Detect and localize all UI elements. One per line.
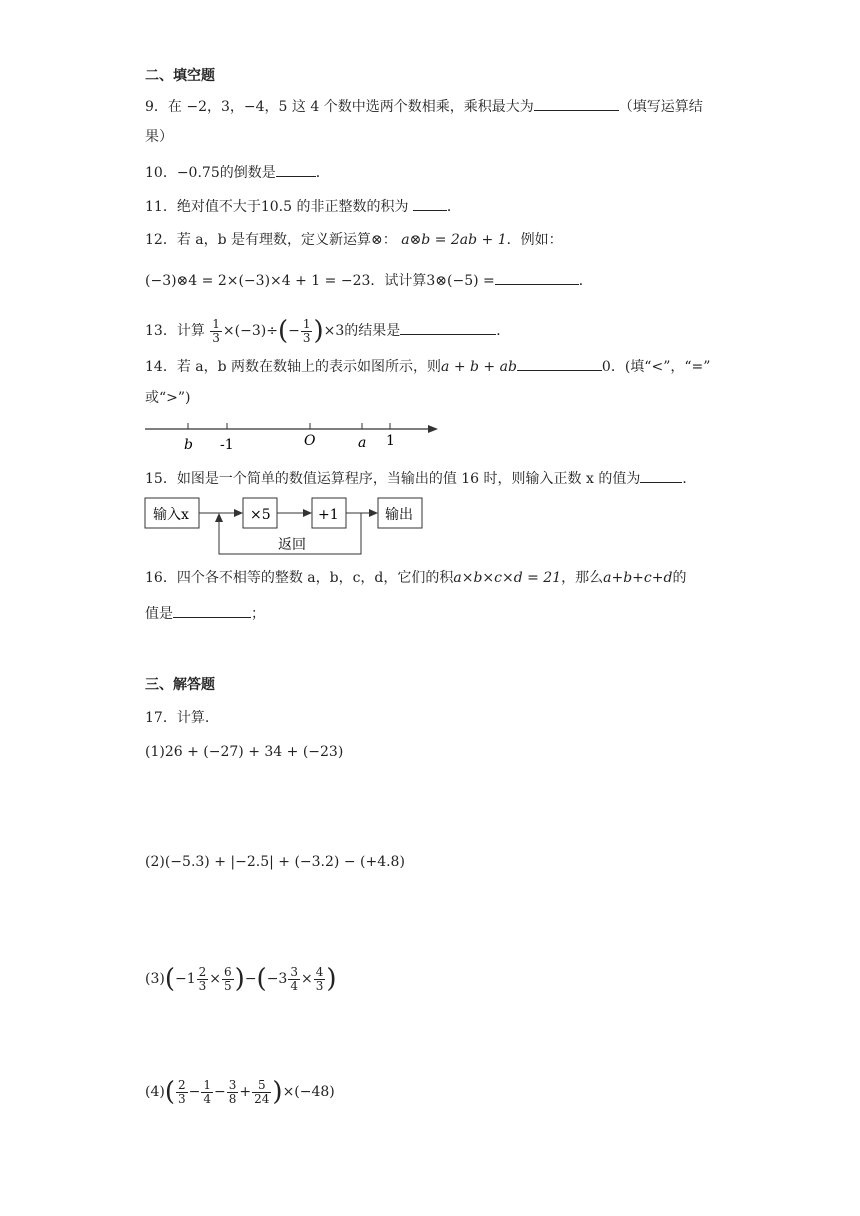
p4-fraction-2: $\frac{1}{4}$ [203,1077,212,1106]
q16-answer-blank[interactable] [173,603,251,618]
q11-text2: 的非正整数的积为 [292,199,409,215]
flow-add-label: +1 [318,507,339,523]
flowchart-figure [140,494,430,558]
p3-fraction-4: $\frac{4}{3}$ [315,964,324,993]
p3-minus: − [244,971,257,987]
q16-mid: ，那么 [561,570,604,586]
question-11 [145,196,461,217]
arrow-icon [215,513,223,522]
arrow-icon [369,509,378,517]
q10-text: 的倒数是 [219,165,276,181]
p3-times2: × [300,971,313,987]
q13-end: ． [496,323,511,339]
p4-fraction-1: $\frac{2}{3}$ [178,1077,186,1106]
p4-plus: + [239,1084,252,1100]
p3-whole2: −3 [266,971,288,987]
flow-back-label: 返回 [278,537,306,553]
flow-multiply-label: ×5 [250,507,271,523]
q14-answer-blank[interactable] [517,356,602,371]
q11-answer-blank[interactable] [413,196,447,211]
question-16 [145,568,686,588]
q12-definition: a⊗b = 2ab + 1 [401,232,507,248]
q12-mid: ．试计算 [370,273,427,289]
question-16-line2 [145,603,265,624]
q9-line2: 果） [145,129,173,145]
label-a: a [358,435,367,451]
flow-input-label: 输入x [153,507,189,523]
p3-fraction-1: $\frac{2}{3}$ [198,964,207,993]
q12-end1: ．例如： [506,232,563,248]
question-12 [145,230,563,250]
q12-answer-blank[interactable] [495,270,579,285]
label-neg1: -1 [220,437,234,453]
question-14 [145,356,710,377]
q15-text: 15．如图是一个简单的数值运算程序，当输出的值 16 时，则输入正数 x 的值为 [145,471,641,487]
q12-number: 12．若 [145,232,196,248]
number-line-figure [140,412,445,454]
q10-value: −0.75 [176,165,220,181]
p3-times1: × [209,971,222,987]
q15-end: ． [682,471,697,487]
p4-minus1: − [188,1084,201,1100]
q16-end1: 的 [672,570,687,586]
q12-end2: ． [578,273,593,289]
problem-17-4: (4)( $\frac{2}{3}$ − $\frac{1}{4}$ − $\frac{3}{8}$ + $\frac{5}{24}$ )×(−48) [145,1077,335,1107]
q13-fraction-2: $\frac{1}{3}$ [302,316,311,345]
q16-text: 16．四个各不相等的整数 a，b，c，d，它们的积 [145,570,454,586]
question-12-line2 [145,270,593,291]
problem-17-3: (3)(−1 $\frac{2}{3}$ × $\frac{6}{5}$ )−(−3 $\frac{3}{4}$ × $\frac{4}{3}$ ) [145,964,337,994]
p4-label: (4) [145,1084,165,1100]
question-13: 13．计算 $\frac{1}{3}$ ×(−3)÷(− $\frac{1}{3}$ )×3的结果是 ． [145,316,511,346]
p3-fraction-3: $\frac{3}{4}$ [290,964,298,993]
q10-end: ． [315,165,330,181]
p4-minus2: − [214,1084,226,1100]
p4-tail: ×(−48) [282,1084,335,1100]
label-one: 1 [386,433,395,449]
q14-zero: 0 [601,359,611,375]
q10-number: 10． [145,165,177,181]
q16-expression2: a+b+c+d [603,570,673,586]
q9-answer-blank[interactable] [534,96,619,111]
q14-expression: a + b + ab [441,359,517,375]
q16-line2-text: 值是 [145,606,173,622]
arrow-icon [234,509,243,517]
question-15 [145,468,696,489]
q9-text-end: （填写运算结 [618,99,703,115]
q13-neg-sign: − [288,323,300,339]
q12-text: a，b 是有理数，定义新运算⊗： [195,232,397,248]
q13-answer-blank[interactable] [400,320,496,335]
p4-fraction-4: $\frac{5}{24}$ [254,1077,270,1106]
q11-value: 10.5 [260,199,292,215]
q14-text-end: ．(填“<”，“=” [610,359,711,375]
p4-fraction-3: $\frac{3}{8}$ [228,1077,237,1106]
question-10 [145,162,330,183]
q11-end: ． [446,199,461,215]
p3-label: (3) [145,971,165,987]
p3-whole1: −1 [175,971,196,987]
problem-17-2 [145,852,405,872]
q11-text: 11．绝对值不大于 [145,199,261,215]
label-b: b [184,437,193,453]
q10-answer-blank[interactable] [276,162,316,177]
q12-example: (−3)⊗4 = 2×(−3)×4 + 1 = −23 [145,273,371,289]
section-title-solve: 三、解答题 [145,677,215,693]
q13-part1: ×(−3)÷ [222,323,278,339]
flow-output-label: 输出 [385,507,413,523]
q13-number: 13．计算 [145,323,205,339]
p3-fraction-2: $\frac{6}{5}$ [224,964,232,993]
q16-expression1: a×b×c×d = 21 [453,570,562,586]
q14-line2: 或“>”) [145,390,191,406]
q13-fraction-1: $\frac{1}{3}$ [212,316,220,345]
q15-answer-blank[interactable] [640,468,682,483]
label-origin: O [304,433,316,449]
arrow-icon [303,509,312,517]
question-9 [145,96,703,117]
problem-17-1 [145,742,343,762]
p1-label: (1) [145,744,165,760]
q13-part2: ×3 [323,323,345,339]
p2-expression: (−5.3) + |−2.5| + (−3.2) − (+4.8) [164,854,405,870]
q16-end2: ； [251,606,265,622]
section-title-fill-blank: 二、填空题 [145,68,215,84]
q9-text: 9．在 −2，3，−4，5 这 4 个数中选两个数相乘，乘积最大为 [145,99,534,115]
q13-text: 的结果是 [344,323,401,339]
q14-text: 14．若 a，b 两数在数轴上的表示如图所示，则 [145,359,442,375]
p2-label: (2) [145,854,165,870]
q12-expression: 3⊗(−5) = [426,273,495,289]
number-line-arrow-icon [428,425,438,433]
p1-expression: 26 + (−27) + 34 + (−23) [164,744,344,760]
question-17-title: 17．计算. [145,710,210,726]
